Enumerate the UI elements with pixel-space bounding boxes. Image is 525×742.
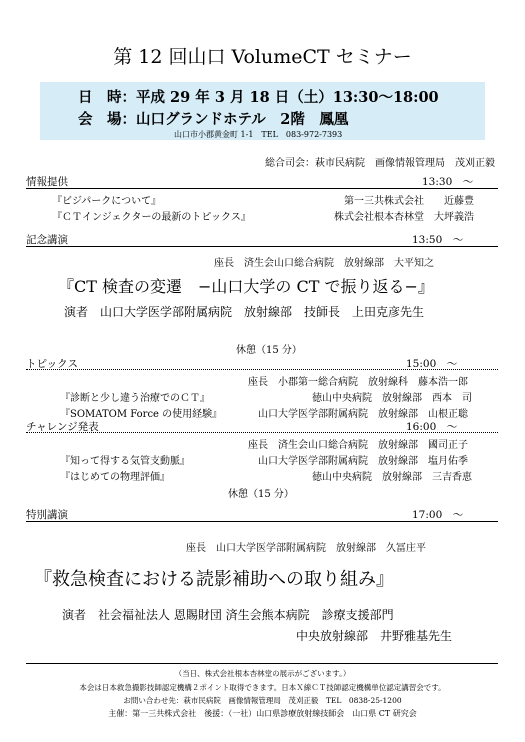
- challenge-item-speaker: 山口大学医学部附属病院 放射線部 塩月佑季: [258, 456, 468, 467]
- footer-contact: お問い合わせ先：萩市民病院 画像情報管理局 茂刈正毅 TEL 0838-25-1200: [123, 696, 402, 705]
- date-line: 日 時：平成 29 年 3 月 18 日（土）13:30〜18:00: [78, 89, 439, 106]
- topics-item-title: 『診断と少し違う治療でのＣＴ』: [60, 393, 210, 404]
- challenge-item-title: 『はじめての物理評価』: [60, 472, 170, 483]
- challenge-chair: 座長 済生会山口総合病院 放射線部 國司正子: [248, 440, 468, 451]
- section-rule: [26, 432, 498, 433]
- memorial-speaker: 演者 山口大学医学部附属病院 放射線部 技師長 上田克彦先生: [64, 305, 425, 319]
- topics-chair: 座長 小郡第一総合病院 放射線科 藤本浩一郎: [248, 377, 468, 388]
- section-time-special: 17:00 〜: [412, 509, 464, 521]
- special-speaker-name: 中央放射線部 井野雅基先生: [296, 629, 453, 643]
- info-item-speaker: 株式会社根本杏林堂 大坪義浩: [334, 212, 474, 223]
- section-time-topics: 15:00 〜: [406, 358, 458, 370]
- section-time-challenge: 16:00 〜: [406, 421, 458, 433]
- page-title: 第 12 回山口 VolumeCT セミナー: [113, 46, 412, 68]
- section-label-info: 情報提供: [26, 176, 68, 188]
- master-of-ceremonies: 総合司会：萩市民病院 画像情報管理局 茂刈正毅: [265, 158, 495, 169]
- section-label-memorial: 記念講演: [26, 234, 68, 246]
- info-item-title: 『ビジパークについて』: [52, 196, 162, 207]
- challenge-item-speaker: 徳山中央病院 放射線部 三吉香恵: [312, 472, 472, 483]
- section-time-memorial: 13:50 〜: [412, 234, 464, 246]
- topics-item-title: 『SOMATOM Force の使用経験』: [60, 409, 223, 420]
- challenge-item-title: 『知って得する気管支動脈』: [60, 456, 190, 467]
- break-notice: 休憩（15 分）: [236, 345, 302, 356]
- footer-rule: [26, 663, 498, 664]
- section-rule: [26, 369, 498, 370]
- section-time-info: 13:30 〜: [422, 176, 474, 188]
- section-rule: [26, 188, 498, 189]
- venue-line: 会 場：山口グランドホテル 2階 鳳凰: [78, 111, 349, 128]
- footer-exhibit-note: （当日、株式会社根本杏林堂の展示がございます。）: [174, 669, 351, 678]
- section-rule: [26, 246, 498, 247]
- info-item-speaker: 第一三共株式会社 近藤豊: [344, 196, 474, 207]
- section-label-topics: トピックス: [26, 358, 78, 370]
- topics-item-speaker: 山口大学医学部附属病院 放射線部 山根正聡: [258, 409, 468, 420]
- venue-address: 山口市小郡黄金町 1-1 TEL 083-972-7393: [174, 130, 343, 139]
- footer-credit-note: 本会は日本救急撮影技師認定機構２ポイント取得できます。日本Ｘ線ＣＴ技師認定機構単位認定講習会です。: [79, 683, 446, 692]
- memorial-lecture-title: 『CT 検査の変遷 −山口大学の CT で振り返る−』: [58, 277, 434, 296]
- special-chair: 座長 山口大学医学部附属病院 放射線部 久冨庄平: [186, 543, 426, 554]
- section-label-challenge: チャレンジ発表: [26, 421, 99, 433]
- topics-item-speaker: 徳山中央病院 放射線部 西本 司: [312, 393, 472, 404]
- footer-organizers: 主催：第一三共株式会社 後援：（一社）山口県診療放射線技師会 山口県 CT 研究会: [108, 709, 417, 718]
- section-rule: [26, 521, 498, 522]
- special-speaker-affiliation: 演者 社会福祉法人 恩賜財団 済生会熊本病院 診療支援部門: [62, 608, 394, 622]
- info-item-title: 『ＣＴインジェクターの最新のトピックス』: [52, 212, 251, 223]
- section-label-special: 特別講演: [26, 509, 68, 521]
- special-lecture-title: 『救急検査における読影補助への取り組み』: [34, 569, 394, 590]
- memorial-chair: 座長 済生会山口総合病院 放射線部 大平知之: [214, 258, 434, 269]
- break-notice: 休憩（15 分）: [228, 489, 294, 500]
